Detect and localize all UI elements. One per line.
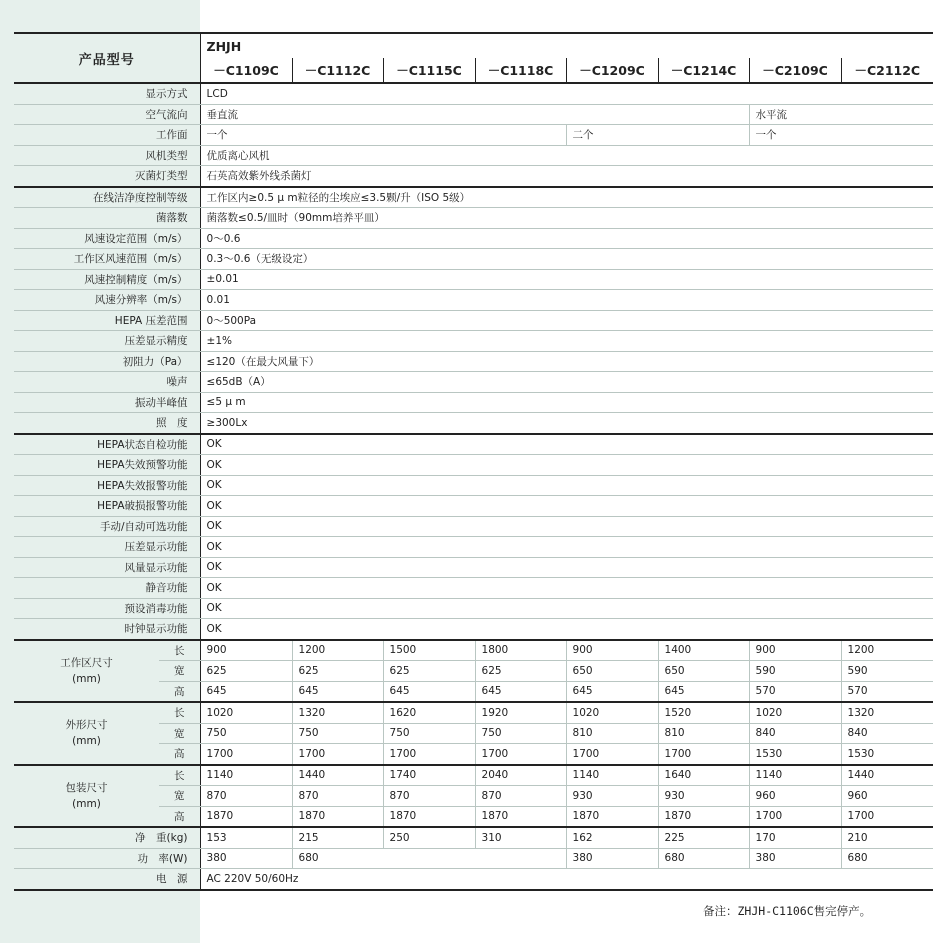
- row-lamp: [14, 166, 933, 187]
- value-workface: 一个: [200, 125, 566, 146]
- row-cleanliness: [14, 187, 933, 208]
- label-colonies: 菌落数: [14, 208, 200, 229]
- model-2: －C1112C: [292, 58, 383, 83]
- group-package-size: [14, 765, 159, 828]
- row-weight: [14, 827, 933, 848]
- cell: 1620: [383, 702, 475, 723]
- cell: 750: [200, 723, 292, 744]
- cell: 1920: [475, 702, 566, 723]
- cell: 380: [566, 848, 658, 869]
- cell: 310: [475, 827, 566, 848]
- cell: 645: [383, 681, 475, 702]
- cell: 680: [841, 848, 933, 869]
- row-vibration: [14, 392, 933, 413]
- header-row-series: [14, 33, 933, 58]
- group-outer-unit: (mm): [72, 735, 101, 748]
- label-function: HEPA失效预警功能: [14, 455, 200, 476]
- cell: 870: [292, 786, 383, 807]
- row-function: [14, 455, 933, 476]
- value-supply: AC 220V 50/60Hz: [200, 869, 933, 890]
- row-function: [14, 496, 933, 517]
- sub-label: 宽: [159, 661, 200, 682]
- cell: 1700: [841, 806, 933, 827]
- row-outer-dim: [14, 702, 933, 723]
- row-display: [14, 83, 933, 104]
- cell: 210: [841, 827, 933, 848]
- row-illum: [14, 413, 933, 434]
- value-resistance: ≤120（在最大风量下）: [200, 351, 933, 372]
- cell: 645: [200, 681, 292, 702]
- cell: 930: [566, 786, 658, 807]
- model-7: －C2109C: [749, 58, 841, 83]
- cell: 1020: [749, 702, 841, 723]
- row-hepa-range: [14, 310, 933, 331]
- row-noise: [14, 372, 933, 393]
- group-outer-size: [14, 702, 159, 765]
- cell: 680: [658, 848, 749, 869]
- label-supply: 电 源: [14, 869, 200, 890]
- model-3: －C1115C: [383, 58, 475, 83]
- value-function: OK: [200, 598, 933, 619]
- sub-label: 宽: [159, 723, 200, 744]
- cell: 380: [200, 848, 292, 869]
- label-cleanliness: 在线洁净度控制等级: [14, 187, 200, 208]
- label-fan: 风机类型: [14, 145, 200, 166]
- series-name: ZHJH: [200, 33, 933, 58]
- cell: 1440: [841, 765, 933, 786]
- label-function: 预设消毒功能: [14, 598, 200, 619]
- value-workface-2: 二个: [566, 125, 749, 146]
- cell: 1870: [200, 806, 292, 827]
- spec-table: [14, 32, 933, 891]
- label-function: 手动/自动可选功能: [14, 516, 200, 537]
- cell: 170: [749, 827, 841, 848]
- row-speed-set: [14, 228, 933, 249]
- group-work-label: 工作区尺寸: [60, 656, 113, 669]
- value-airflow: 垂直流: [200, 104, 749, 125]
- value-hepa-range: 0～500Pa: [200, 310, 933, 331]
- cell: 2040: [475, 765, 566, 786]
- value-function: OK: [200, 516, 933, 537]
- sub-label: 宽: [159, 786, 200, 807]
- cell: 1140: [749, 765, 841, 786]
- cell: 1530: [749, 744, 841, 765]
- cell: 1870: [292, 806, 383, 827]
- cell: 960: [841, 786, 933, 807]
- label-press-acc: 压差显示精度: [14, 331, 200, 352]
- cell: 810: [658, 723, 749, 744]
- cell: 810: [566, 723, 658, 744]
- row-airflow: [14, 104, 933, 125]
- label-vibration: 振动半峰值: [14, 392, 200, 413]
- cell: 650: [566, 661, 658, 682]
- row-resistance: [14, 351, 933, 372]
- model-1: －C1109C: [200, 58, 292, 83]
- cell: 1530: [841, 744, 933, 765]
- row-power: [14, 848, 933, 869]
- cell: 570: [841, 681, 933, 702]
- cell: 1440: [292, 765, 383, 786]
- model-8: －C2112C: [841, 58, 933, 83]
- row-function: [14, 598, 933, 619]
- value-function: OK: [200, 619, 933, 640]
- row-pack-dim: [14, 765, 933, 786]
- cell: 1200: [292, 640, 383, 661]
- value-speed-acc: ±0.01: [200, 269, 933, 290]
- label-speed-work: 工作区风速范围（m/s）: [14, 249, 200, 270]
- row-speed-acc: [14, 269, 933, 290]
- cell: 1700: [292, 744, 383, 765]
- cell: 870: [200, 786, 292, 807]
- cell: 625: [292, 661, 383, 682]
- label-function: HEPA破损报警功能: [14, 496, 200, 517]
- row-function: [14, 516, 933, 537]
- cell: 1520: [658, 702, 749, 723]
- cell: 625: [200, 661, 292, 682]
- row-function: [14, 619, 933, 640]
- label-speed-acc: 风速控制精度（m/s）: [14, 269, 200, 290]
- cell: 1700: [749, 806, 841, 827]
- label-function: 静音功能: [14, 578, 200, 599]
- cell: 225: [658, 827, 749, 848]
- cell: 645: [292, 681, 383, 702]
- cell: 1500: [383, 640, 475, 661]
- sub-label: 长: [159, 640, 200, 661]
- row-function: [14, 434, 933, 455]
- cell: 153: [200, 827, 292, 848]
- sub-label: 高: [159, 806, 200, 827]
- value-display: LCD: [200, 83, 933, 104]
- label-illum: 照 度: [14, 413, 200, 434]
- cell: 570: [749, 681, 841, 702]
- row-workface: [14, 125, 933, 146]
- cell: 900: [200, 640, 292, 661]
- value-function: OK: [200, 455, 933, 476]
- label-function: 时钟显示功能: [14, 619, 200, 640]
- group-work-area: [14, 640, 159, 703]
- cell: 750: [475, 723, 566, 744]
- label-function: 风量显示功能: [14, 557, 200, 578]
- value-cleanliness: 工作区内≥0.5 μ m粒径的尘埃应≤3.5颗/升（ISO 5级）: [200, 187, 933, 208]
- value-lamp: 石英高效紫外线杀菌灯: [200, 166, 933, 187]
- cell: 1140: [200, 765, 292, 786]
- label-noise: 噪声: [14, 372, 200, 393]
- cell: 750: [383, 723, 475, 744]
- product-model-title: 产品型号: [14, 33, 200, 83]
- cell: 1400: [658, 640, 749, 661]
- value-workface-3: 一个: [749, 125, 933, 146]
- cell: 900: [749, 640, 841, 661]
- value-function: OK: [200, 496, 933, 517]
- cell: 1140: [566, 765, 658, 786]
- cell: 900: [566, 640, 658, 661]
- row-press-acc: [14, 331, 933, 352]
- cell: 625: [475, 661, 566, 682]
- cell: 750: [292, 723, 383, 744]
- value-illum: ≥300Lx: [200, 413, 933, 434]
- cell: 1700: [475, 744, 566, 765]
- cell: 590: [841, 661, 933, 682]
- cell: 1200: [841, 640, 933, 661]
- value-function: OK: [200, 557, 933, 578]
- cell: 870: [475, 786, 566, 807]
- cell: 590: [749, 661, 841, 682]
- cell: 1870: [566, 806, 658, 827]
- group-pack-label: 包装尺寸: [65, 781, 108, 794]
- label-speed-res: 风速分辨率（m/s）: [14, 290, 200, 311]
- footnote: 备注：ZHJH-C1106C售完停产。: [703, 904, 872, 918]
- cell: 645: [475, 681, 566, 702]
- cell: 1740: [383, 765, 475, 786]
- cell: 380: [749, 848, 841, 869]
- cell: 960: [749, 786, 841, 807]
- cell: 215: [292, 827, 383, 848]
- value-noise: ≤65dB（A）: [200, 372, 933, 393]
- row-speed-res: [14, 290, 933, 311]
- value-press-acc: ±1%: [200, 331, 933, 352]
- row-function: [14, 537, 933, 558]
- value-function: OK: [200, 475, 933, 496]
- row-function: [14, 475, 933, 496]
- value-speed-work: 0.3～0.6（无级设定）: [200, 249, 933, 270]
- value-fan: 优质离心风机: [200, 145, 933, 166]
- sub-label: 高: [159, 681, 200, 702]
- group-work-unit: (mm): [72, 672, 101, 685]
- group-pack-unit: (mm): [72, 797, 101, 810]
- cell: 645: [566, 681, 658, 702]
- cell: 1700: [383, 744, 475, 765]
- row-colonies: [14, 208, 933, 229]
- label-function: HEPA状态自检功能: [14, 434, 200, 455]
- label-weight: 净 重(kg): [14, 827, 200, 848]
- cell: 870: [383, 786, 475, 807]
- value-function: OK: [200, 578, 933, 599]
- model-6: －C1214C: [658, 58, 749, 83]
- label-resistance: 初阻力（Pa）: [14, 351, 200, 372]
- model-4: －C1118C: [475, 58, 566, 83]
- cell: 1700: [658, 744, 749, 765]
- cell: 1700: [566, 744, 658, 765]
- cell: 162: [566, 827, 658, 848]
- row-work-dim: [14, 640, 933, 661]
- cell: 1020: [200, 702, 292, 723]
- label-speed-set: 风速设定范围（m/s）: [14, 228, 200, 249]
- label-function: HEPA失效报警功能: [14, 475, 200, 496]
- cell: 840: [749, 723, 841, 744]
- row-function: [14, 557, 933, 578]
- model-5: －C1209C: [566, 58, 658, 83]
- label-workface: 工作面: [14, 125, 200, 146]
- row-speed-work: [14, 249, 933, 270]
- cell: 1870: [475, 806, 566, 827]
- cell: 1320: [841, 702, 933, 723]
- cell: 645: [658, 681, 749, 702]
- cell: 625: [383, 661, 475, 682]
- value-speed-res: 0.01: [200, 290, 933, 311]
- label-power: 功 率(W): [14, 848, 200, 869]
- group-outer-label: 外形尺寸: [65, 719, 108, 732]
- sub-label: 高: [159, 744, 200, 765]
- label-display: 显示方式: [14, 83, 200, 104]
- cell: 1640: [658, 765, 749, 786]
- cell: 680: [292, 848, 566, 869]
- label-function: 压差显示功能: [14, 537, 200, 558]
- cell: 1870: [383, 806, 475, 827]
- value-function: OK: [200, 537, 933, 558]
- value-airflow-2: 水平流: [749, 104, 933, 125]
- cell: 250: [383, 827, 475, 848]
- value-function: OK: [200, 434, 933, 455]
- cell: 1320: [292, 702, 383, 723]
- top-white-strip: [200, 0, 947, 32]
- sub-label: 长: [159, 765, 200, 786]
- row-function: [14, 578, 933, 599]
- cell: 930: [658, 786, 749, 807]
- label-hepa-range: HEPA 压差范围: [14, 310, 200, 331]
- value-speed-set: 0～0.6: [200, 228, 933, 249]
- cell: 1020: [566, 702, 658, 723]
- cell: 1870: [658, 806, 749, 827]
- value-colonies: 菌落数≤0.5/皿时（90mm培养平皿）: [200, 208, 933, 229]
- cell: 840: [841, 723, 933, 744]
- label-lamp: 灭菌灯类型: [14, 166, 200, 187]
- row-supply: [14, 869, 933, 890]
- value-vibration: ≤5 μ m: [200, 392, 933, 413]
- label-airflow: 空气流向: [14, 104, 200, 125]
- sub-label: 长: [159, 702, 200, 723]
- row-fan: [14, 145, 933, 166]
- cell: 1800: [475, 640, 566, 661]
- cell: 1700: [200, 744, 292, 765]
- cell: 650: [658, 661, 749, 682]
